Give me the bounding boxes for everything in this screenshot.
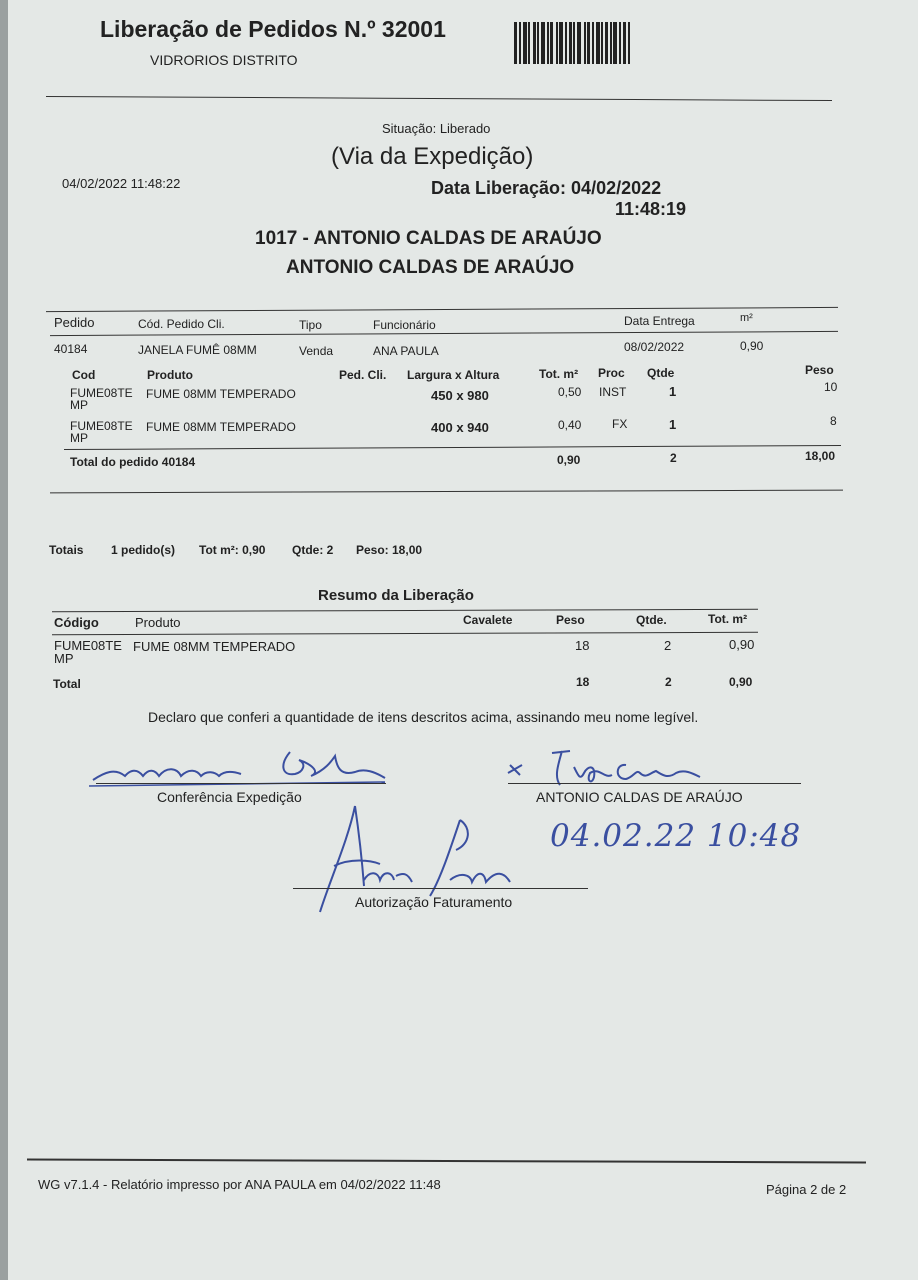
item-2-cod-line2: MP [70, 431, 88, 445]
barcode [514, 22, 652, 64]
summary-total-label: Total [53, 677, 81, 691]
summary-total-tot-m2: 0,90 [729, 675, 753, 689]
col-header-cod-pedido-cli: Cód. Pedido Cli. [138, 317, 225, 331]
item-header-produto: Produto [147, 368, 193, 382]
order-total-qtde: 2 [670, 451, 677, 465]
summary-total-peso: 18 [576, 675, 590, 689]
summary-row-codigo [54, 639, 122, 665]
item-2-produto: FUME 08MM TEMPERADO [146, 420, 296, 434]
item-header-cod: Cod [72, 368, 96, 382]
order-total-tot-m2: 0,90 [557, 453, 581, 467]
col-header-pedido: Pedido [54, 315, 95, 330]
order-tipo: Venda [299, 344, 334, 358]
totals-label: Totais [49, 543, 84, 557]
item-2-altura: 940 [467, 420, 489, 435]
summary-codigo-line2: MP [54, 651, 74, 666]
item-1-tot-m2: 0,50 [558, 385, 582, 399]
summary-title: Resumo da Liberação [318, 587, 474, 604]
order-pedido: 40184 [54, 342, 88, 356]
client-signature-label: ANTONIO CALDAS DE ARAÚJO [536, 789, 743, 805]
item-1-cod-line1: FUME08TE [70, 386, 133, 400]
item-1-altura: 980 [467, 388, 489, 403]
item-1-qtde: 1 [669, 384, 677, 399]
conferencia-label: Conferência Expedição [157, 789, 302, 805]
order-cod-pedido-cli: JANELA FUMÊ 08MM [138, 343, 257, 357]
totals-peso: Peso: 18,00 [356, 543, 423, 557]
handwritten-date: 04.02.22 10:48 [550, 818, 802, 854]
item-2-tot-m2: 0,40 [558, 418, 582, 432]
order-funcionario: ANA PAULA [373, 344, 439, 358]
summary-header-tot-m2: Tot. m² [708, 612, 748, 626]
col-header-m2: m² [740, 312, 753, 324]
item-1-dimensions: 450 x 980 [431, 388, 489, 403]
item-header-ped-cli: Ped. Cli. [339, 368, 387, 382]
via-text: (Via da Expedição) [331, 143, 534, 170]
item-2-peso: 8 [830, 414, 837, 428]
release-date: Data Liberação: 04/02/2022 [431, 178, 662, 198]
item-header-peso: Peso [805, 363, 834, 377]
summary-codigo-line1: FUME08TE [54, 638, 122, 653]
item-header-tot-m2: Tot. m² [539, 367, 579, 381]
page-edge [0, 0, 8, 1280]
item-2-qtde: 1 [669, 417, 677, 432]
item-1-largura: 450 [431, 388, 453, 403]
item-1-cod-line2: MP [70, 398, 88, 412]
situation-text: Situação: Liberado [382, 121, 491, 136]
item-1-produto: FUME 08MM TEMPERADO [146, 387, 296, 401]
client-signature-line [508, 783, 801, 784]
autorizacao-label: Autorização Faturamento [355, 894, 513, 910]
totals-tot-m2: Tot m²: 0,90 [199, 543, 266, 557]
col-header-funcionario: Funcionário [373, 318, 436, 332]
summary-row-peso: 18 [575, 638, 590, 653]
order-total-peso: 18,00 [805, 449, 836, 463]
document-title: Liberação de Pedidos N.º 32001 [100, 16, 446, 42]
autorizacao-line [293, 888, 588, 889]
client-name-line1: 1017 - ANTONIO CALDAS DE ARAÚJO [255, 228, 602, 249]
conferencia-line [96, 783, 386, 784]
summary-header-produto: Produto [135, 615, 181, 630]
item-1-peso: 10 [824, 380, 838, 394]
summary-header-codigo: Código [54, 615, 99, 630]
release-time: 11:48:19 [615, 199, 687, 219]
col-header-data-entrega: Data Entrega [624, 314, 695, 328]
footer-left: WG v7.1.4 - Relatório impresso por ANA PAULA em 04/02/2022 11:48 [38, 1177, 441, 1192]
summary-header-peso: Peso [556, 613, 585, 627]
footer-page-number: Página 2 de 2 [766, 1182, 847, 1197]
item-1-proc: INST [599, 385, 627, 399]
summary-total-qtde: 2 [665, 675, 672, 689]
item-2-dimensions: 400 x 940 [431, 420, 489, 435]
summary-header-cavalete: Cavalete [463, 613, 513, 627]
col-header-tipo: Tipo [299, 318, 322, 332]
declaration-text: Declaro que conferi a quantidade de itens descritos acima, assinando meu nome legível. [148, 709, 699, 725]
order-total-label: Total do pedido 40184 [70, 455, 196, 469]
summary-row-tot-m2: 0,90 [729, 637, 755, 652]
summary-header-qtde: Qtde. [636, 613, 667, 627]
item-2-largura: 400 [431, 420, 453, 435]
totals-qtde: Qtde: 2 [292, 543, 334, 557]
item-header-qtde: Qtde [647, 366, 675, 380]
item-header-largura-altura: Largura x Altura [407, 368, 500, 382]
print-datetime: 04/02/2022 11:48:22 [62, 176, 181, 191]
summary-row-produto: FUME 08MM TEMPERADO [133, 639, 296, 654]
order-m2: 0,90 [740, 339, 764, 353]
company-name: VIDRORIOS DISTRITO [150, 52, 298, 68]
client-name-line2: ANTONIO CALDAS DE ARAÚJO [286, 257, 575, 278]
totals-pedidos: 1 pedido(s) [111, 543, 176, 557]
item-header-proc: Proc [598, 366, 625, 380]
summary-row-qtde: 2 [664, 638, 672, 653]
item-2-cod-line1: FUME08TE [70, 419, 133, 433]
item-row-1-cod [70, 387, 133, 411]
item-2-proc: FX [612, 417, 628, 431]
item-row-2-cod [70, 420, 133, 444]
order-data-entrega: 08/02/2022 [624, 340, 685, 354]
